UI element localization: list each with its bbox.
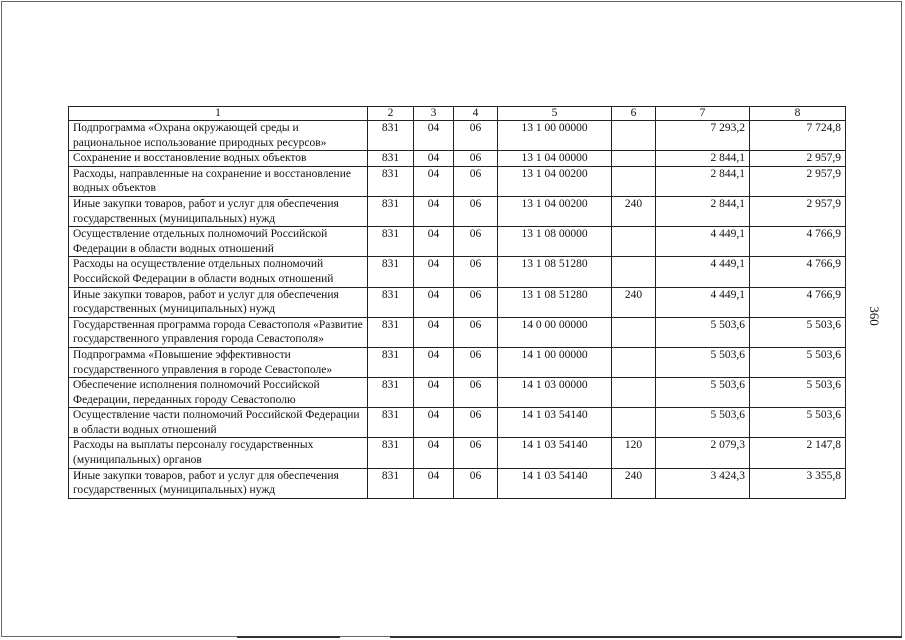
expense-type-cell: 120 — [612, 438, 656, 468]
table-row — [69, 166, 846, 196]
expense-name-cell: Расходы на выплаты персоналу государственных (муниципальных) органов — [69, 438, 368, 468]
subsection-code-cell: 06 — [454, 227, 498, 257]
amount-year1-cell: 5 503,6 — [656, 347, 750, 377]
bottom-rule-left — [237, 636, 340, 638]
expense-type-cell — [612, 121, 656, 151]
expense-type-cell — [612, 166, 656, 196]
target-article-cell: 14 1 03 54140 — [498, 438, 612, 468]
bottom-rule-right — [390, 636, 902, 638]
amount-year1-cell: 3 424,3 — [656, 468, 750, 498]
amount-year2-cell: 2 957,9 — [750, 151, 846, 167]
table-row — [69, 317, 846, 347]
grbs-code-cell: 831 — [368, 227, 414, 257]
column-number-header: 2 — [368, 107, 414, 121]
section-code-cell: 04 — [414, 227, 454, 257]
amount-year2-cell: 3 355,8 — [750, 468, 846, 498]
amount-year1-cell: 5 503,6 — [656, 378, 750, 408]
target-article-cell: 14 1 03 54140 — [498, 408, 612, 438]
grbs-code-cell: 831 — [368, 317, 414, 347]
expense-type-cell — [612, 257, 656, 287]
subsection-code-cell: 06 — [454, 317, 498, 347]
expense-name-cell: Государственная программа города Севастополя «Развитие государственного управления города Севастополя» — [69, 317, 368, 347]
amount-year1-cell: 2 079,3 — [656, 438, 750, 468]
section-code-cell: 04 — [414, 151, 454, 167]
section-code-cell: 04 — [414, 468, 454, 498]
section-code-cell: 04 — [414, 438, 454, 468]
subsection-code-cell: 06 — [454, 121, 498, 151]
amount-year2-cell: 4 766,9 — [750, 257, 846, 287]
section-code-cell: 04 — [414, 347, 454, 377]
target-article-cell: 14 0 00 00000 — [498, 317, 612, 347]
amount-year1-cell: 5 503,6 — [656, 408, 750, 438]
expense-name-cell: Сохранение и восстановление водных объектов — [69, 151, 368, 167]
subsection-code-cell: 06 — [454, 438, 498, 468]
subsection-code-cell: 06 — [454, 347, 498, 377]
column-number-header: 8 — [750, 107, 846, 121]
expense-type-cell — [612, 408, 656, 438]
grbs-code-cell: 831 — [368, 166, 414, 196]
target-article-cell: 13 1 04 00200 — [498, 196, 612, 226]
amount-year2-cell: 5 503,6 — [750, 408, 846, 438]
amount-year1-cell: 2 844,1 — [656, 166, 750, 196]
subsection-code-cell: 06 — [454, 151, 498, 167]
amount-year2-cell: 5 503,6 — [750, 347, 846, 377]
grbs-code-cell: 831 — [368, 287, 414, 317]
table-row — [69, 151, 846, 167]
column-number-header: 6 — [612, 107, 656, 121]
table-row — [69, 347, 846, 377]
grbs-code-cell: 831 — [368, 378, 414, 408]
grbs-code-cell: 831 — [368, 257, 414, 287]
expense-name-cell: Расходы, направленные на сохранение и восстановление водных объектов — [69, 166, 368, 196]
section-code-cell: 04 — [414, 166, 454, 196]
subsection-code-cell: 06 — [454, 166, 498, 196]
column-number-header: 1 — [69, 107, 368, 121]
expense-type-cell — [612, 347, 656, 377]
target-article-cell: 13 1 04 00000 — [498, 151, 612, 167]
expense-name-cell: Иные закупки товаров, работ и услуг для обеспечения государственных (муниципальных) нужд — [69, 287, 368, 317]
column-number-header: 5 — [498, 107, 612, 121]
section-code-cell: 04 — [414, 317, 454, 347]
column-number-header: 7 — [656, 107, 750, 121]
expense-name-cell: Иные закупки товаров, работ и услуг для обеспечения государственных (муниципальных) нужд — [69, 196, 368, 226]
amount-year1-cell: 5 503,6 — [656, 317, 750, 347]
table-row — [69, 121, 846, 151]
amount-year2-cell: 5 503,6 — [750, 317, 846, 347]
subsection-code-cell: 06 — [454, 287, 498, 317]
column-number-header: 4 — [454, 107, 498, 121]
target-article-cell: 14 1 00 00000 — [498, 347, 612, 377]
expense-type-cell — [612, 227, 656, 257]
expense-name-cell: Обеспечение исполнения полномочий Российской Федерации, переданных городу Севастополю — [69, 378, 368, 408]
expense-type-cell: 240 — [612, 287, 656, 317]
amount-year1-cell: 4 449,1 — [656, 257, 750, 287]
expense-name-cell: Осуществление отдельных полномочий Российской Федерации в области водных отношений — [69, 227, 368, 257]
table-row — [69, 468, 846, 498]
subsection-code-cell: 06 — [454, 468, 498, 498]
expense-name-cell: Подпрограмма «Повышение эффективности государственного управления в городе Севастополе» — [69, 347, 368, 377]
grbs-code-cell: 831 — [368, 438, 414, 468]
subsection-code-cell: 06 — [454, 408, 498, 438]
table-row — [69, 287, 846, 317]
expense-name-cell: Осуществление части полномочий Российской Федерации в области водных отношений — [69, 408, 368, 438]
amount-year2-cell: 4 766,9 — [750, 287, 846, 317]
amount-year1-cell: 2 844,1 — [656, 151, 750, 167]
subsection-code-cell: 06 — [454, 196, 498, 226]
subsection-code-cell: 06 — [454, 257, 498, 287]
amount-year2-cell: 2 957,9 — [750, 166, 846, 196]
expense-type-cell — [612, 317, 656, 347]
grbs-code-cell: 831 — [368, 408, 414, 438]
section-code-cell: 04 — [414, 378, 454, 408]
expense-type-cell: 240 — [612, 196, 656, 226]
grbs-code-cell: 831 — [368, 196, 414, 226]
target-article-cell: 13 1 08 00000 — [498, 227, 612, 257]
grbs-code-cell: 831 — [368, 151, 414, 167]
section-code-cell: 04 — [414, 121, 454, 151]
amount-year1-cell: 2 844,1 — [656, 196, 750, 226]
amount-year2-cell: 4 766,9 — [750, 227, 846, 257]
table-row — [69, 438, 846, 468]
expense-type-cell — [612, 378, 656, 408]
grbs-code-cell: 831 — [368, 347, 414, 377]
section-code-cell: 04 — [414, 287, 454, 317]
section-code-cell: 04 — [414, 196, 454, 226]
amount-year1-cell: 4 449,1 — [656, 287, 750, 317]
amount-year2-cell: 7 724,8 — [750, 121, 846, 151]
target-article-cell: 13 1 08 51280 — [498, 287, 612, 317]
table-row — [69, 227, 846, 257]
section-code-cell: 04 — [414, 408, 454, 438]
expense-name-cell: Подпрограмма «Охрана окружающей среды и рациональное использование природных ресурсов» — [69, 121, 368, 151]
expense-type-cell — [612, 151, 656, 167]
section-code-cell: 04 — [414, 257, 454, 287]
amount-year1-cell: 4 449,1 — [656, 227, 750, 257]
subsection-code-cell: 06 — [454, 378, 498, 408]
amount-year2-cell: 5 503,6 — [750, 378, 846, 408]
target-article-cell: 14 1 03 54140 — [498, 468, 612, 498]
target-article-cell: 13 1 08 51280 — [498, 257, 612, 287]
column-number-header: 3 — [414, 107, 454, 121]
amount-year1-cell: 7 293,2 — [656, 121, 750, 151]
table-row — [69, 408, 846, 438]
grbs-code-cell: 831 — [368, 121, 414, 151]
page-number: 360 — [867, 306, 882, 326]
grbs-code-cell: 831 — [368, 468, 414, 498]
amount-year2-cell: 2 147,8 — [750, 438, 846, 468]
table-row — [69, 196, 846, 226]
expense-type-cell: 240 — [612, 468, 656, 498]
target-article-cell: 13 1 00 00000 — [498, 121, 612, 151]
expense-name-cell: Расходы на осуществление отдельных полномочий Российской Федерации в области водных отношений — [69, 257, 368, 287]
target-article-cell: 14 1 03 00000 — [498, 378, 612, 408]
amount-year2-cell: 2 957,9 — [750, 196, 846, 226]
expense-name-cell: Иные закупки товаров, работ и услуг для обеспечения государственных (муниципальных) нужд — [69, 468, 368, 498]
column-number-row — [69, 107, 846, 121]
target-article-cell: 13 1 04 00200 — [498, 166, 612, 196]
budget-table — [68, 106, 846, 499]
table-row — [69, 257, 846, 287]
table-row — [69, 378, 846, 408]
